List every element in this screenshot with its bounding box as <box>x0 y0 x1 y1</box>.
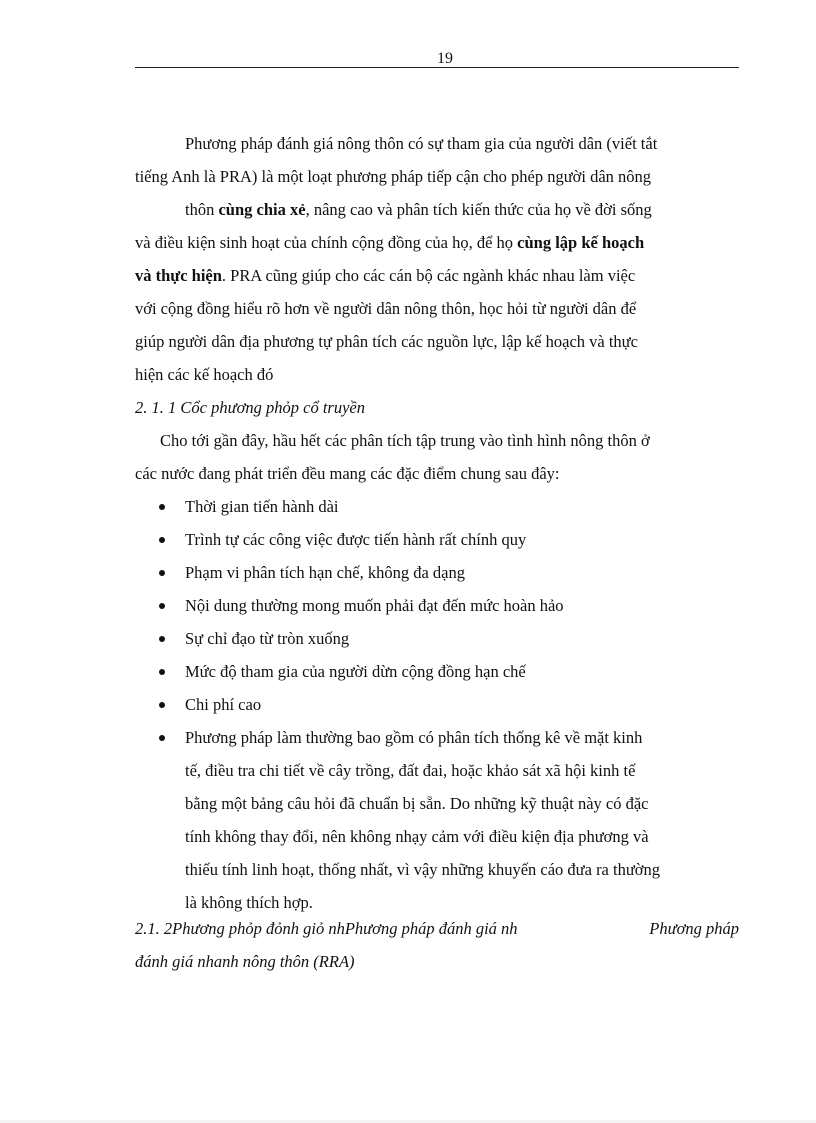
list-item: Sự chỉ đạo từ tròn xuống <box>135 622 739 655</box>
bullet-icon <box>159 603 165 609</box>
list-item: Chi phí cao <box>135 688 739 721</box>
list-item-line: thiếu tính linh hoạt, thống nhất, vì vậy những khuyến cáo đưa ra thường <box>185 860 661 879</box>
list-item <box>135 721 739 919</box>
list-item-line: Phương pháp làm thường bao gồm có phân tích thống kê về mặt kinh <box>185 728 643 747</box>
intro-line-2: tiếng Anh là PRA) là một loạt phương pháp tiếp cận cho phép người dân nông <box>135 167 652 186</box>
list-item-line: bằng một bảng câu hỏi đã chuẩn bị sẵn. Do những kỹ thuật này có đặc <box>185 794 649 813</box>
intro-paragraph <box>135 127 739 919</box>
bullet-icon <box>159 636 165 642</box>
list-item-line: tính không thay đổi, nên không nhạy cảm với điều kiện địa phương và <box>185 827 649 846</box>
bullet-icon <box>159 537 165 543</box>
bold-share: cùng chia xẻ <box>218 200 306 219</box>
heading-2-1-2-line-2: đánh giá nhanh nông thôn (RRA) <box>135 952 355 971</box>
list-item-line: tế, điều tra chi tiết về cây trồng, đất đai, hoặc khảo sát xã hội kinh tế <box>185 761 636 780</box>
list-item-line: là không thích hợp. <box>185 893 313 912</box>
intro-line-4: và điều kiện sinh hoạt của chính cộng đồng của họ, để họ cùng lập kế hoạch <box>135 233 645 252</box>
list-item: Nội dung thường mong muốn phải đạt đến mức hoàn hảo <box>135 589 739 622</box>
heading-2-1-2-line-1: 2.1. 2Phương phỏp đỏnh giỏ nhPhương pháp đánh giá nh Phương pháp <box>135 919 739 938</box>
list-item: Phạm vi phân tích hạn chế, không đa dạng <box>135 556 739 589</box>
intro-line-5: và thực hiện. PRA cũng giúp cho các cán bộ các ngành khác nhau làm việc <box>135 266 636 285</box>
page-number: 19 <box>437 50 453 67</box>
bullet-icon <box>159 702 165 708</box>
list-item: Trình tự các công việc được tiến hành rất chính quy <box>135 523 739 556</box>
characteristics-list <box>135 490 739 919</box>
lead-line-1: Cho tới gần đây, hầu hết các phân tích tập trung vào tình hình nông thôn ở <box>160 431 650 450</box>
bullet-icon <box>159 570 165 576</box>
list-item: Thời gian tiến hành dài <box>135 490 739 523</box>
bullet-icon <box>159 669 165 675</box>
bullet-icon <box>159 504 165 510</box>
intro-line-3: thôn cùng chia xẻ, nâng cao và phân tích kiến thức của họ về đời sống <box>185 200 652 219</box>
intro-line-6: với cộng đồng hiểu rõ hơn về người dân nông thôn, học hỏi từ người dân để <box>135 299 637 318</box>
bullet-icon <box>159 735 165 741</box>
section-heading-2-1-2 <box>135 912 739 978</box>
list-item: Mức độ tham gia của người dừn cộng đồng hạn chế <box>135 655 739 688</box>
header-rule <box>135 67 739 68</box>
bold-implement: và thực hiện <box>135 266 222 285</box>
intro-line-7: giúp người dân địa phương tự phân tích các nguồn lực, lập kế hoạch và thực <box>135 332 638 351</box>
lead-line-2: các nước đang phát triển đều mang các đặc điểm chung sau đây: <box>135 464 560 483</box>
section-heading-2-1-1: 2. 1. 1 Cổc phương phỏp cổ truyền <box>135 398 365 417</box>
intro-line-1: Phương pháp đánh giá nông thôn có sự tham gia của người dân (viết tắt <box>185 134 658 153</box>
intro-line-8: hiện các kế hoạch đó <box>135 365 274 384</box>
bold-plan: cùng lập kế hoạch <box>517 233 645 252</box>
